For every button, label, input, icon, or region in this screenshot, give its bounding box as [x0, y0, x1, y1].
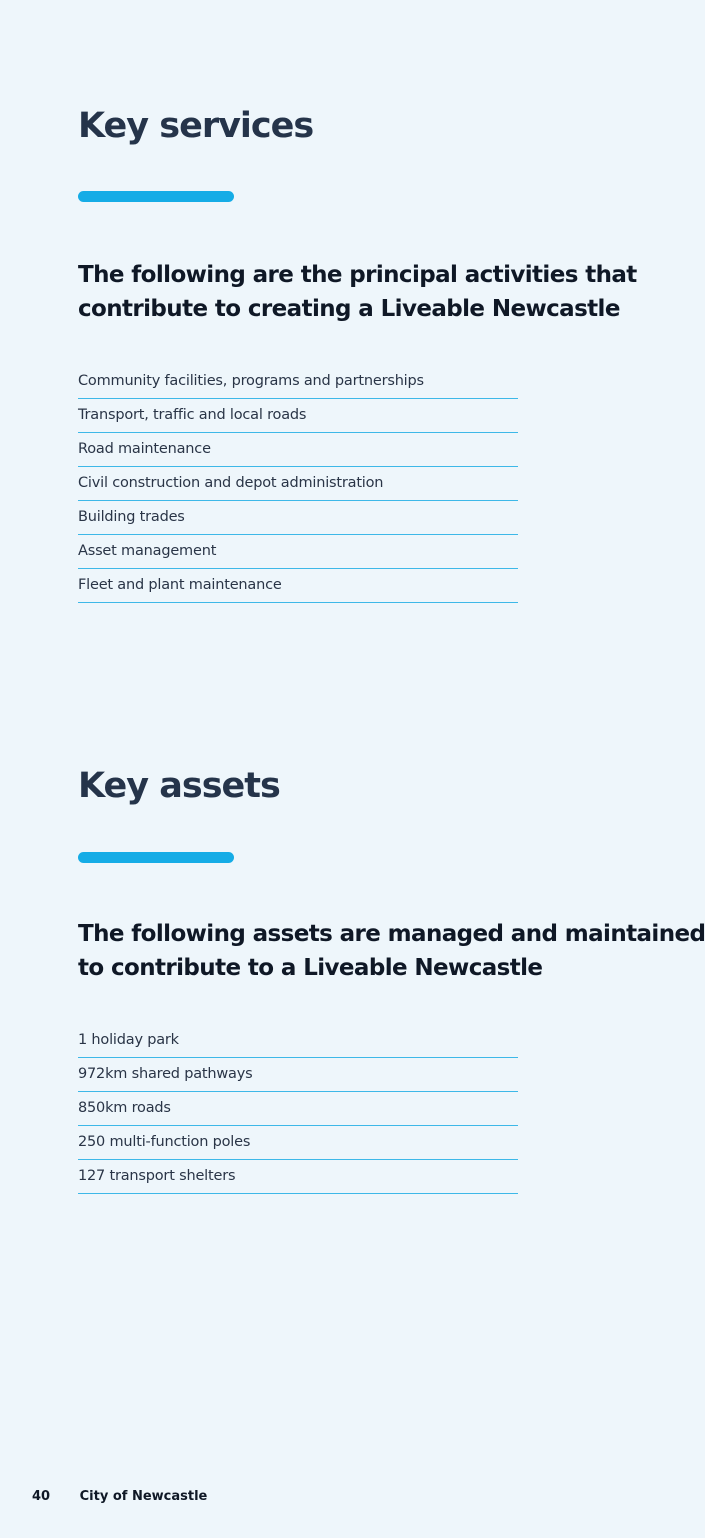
key-assets-intro	[78, 917, 705, 985]
list-item: Transport, traffic and local roads	[78, 400, 518, 433]
key-assets-list	[78, 1025, 518, 1195]
key-services-list	[78, 366, 518, 604]
list-item: Fleet and plant maintenance	[78, 570, 518, 603]
page-footer	[32, 1489, 207, 1504]
list-item: Asset management	[78, 536, 518, 569]
list-item: Community facilities, programs and partnerships	[78, 366, 518, 399]
key-assets-intro-line-2: to contribute to a Liveable Newcastle	[78, 955, 543, 981]
key-services-intro	[78, 258, 637, 326]
key-services-intro-line-2: contribute to creating a Liveable Newcastle	[78, 296, 620, 322]
key-services-intro-line-1: The following are the principal activities that	[78, 262, 637, 288]
list-item: Civil construction and depot administration	[78, 468, 518, 501]
list-item: 972km shared pathways	[78, 1059, 518, 1092]
key-services-title: Key services	[78, 106, 314, 146]
key-assets-accent-bar	[78, 852, 234, 863]
list-item: 850km roads	[78, 1093, 518, 1126]
list-item: Road maintenance	[78, 434, 518, 467]
footer-organisation: City of Newcastle	[79, 1489, 208, 1504]
list-item: 250 multi-function poles	[78, 1127, 518, 1160]
page-number: 40	[32, 1489, 51, 1504]
key-assets-title: Key assets	[78, 766, 280, 806]
key-assets-intro-line-1: The following assets are managed and maintained	[78, 921, 705, 947]
key-services-accent-bar	[78, 191, 234, 202]
list-item: Building trades	[78, 502, 518, 535]
list-item: 127 transport shelters	[78, 1161, 518, 1194]
list-item: 1 holiday park	[78, 1025, 518, 1058]
